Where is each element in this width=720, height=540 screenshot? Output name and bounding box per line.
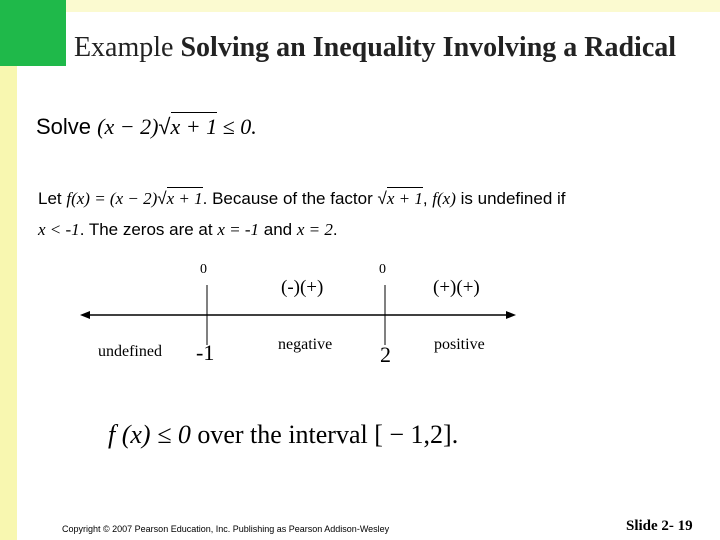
interval-label-undefined: undefined [98,343,162,360]
interval-label-positive: positive [434,336,485,353]
tick-label-minus-one: -1 [196,340,215,365]
number-line-arrow-left [80,311,90,319]
slide-title: Example Solving an Inequality Involving a Radical [73,32,677,63]
conclusion-statement: f (x) ≤ 0 over the interval [ − 1,2]. [108,420,459,449]
sign-label-right: (+)(+) [433,277,480,298]
slide-number: Slide 2- 19 [626,518,693,534]
zero-label-right: 0 [379,262,386,277]
zero-label-left: 0 [200,262,207,277]
number-line-arrow-right [506,311,516,319]
copyright-notice: Copyright © 2007 Pearson Education, Inc. Publishing as Pearson Addison-Wesley [62,524,390,534]
interval-label-negative: negative [278,336,333,353]
problem-statement: Solve (x − 2)√x + 1 ≤ 0. [36,114,257,139]
explanation-line-2: x < -1. The zeros are at x = -1 and x = 2. [38,220,338,239]
tick-label-two: 2 [380,342,391,367]
explanation-line-1: Let f(x) = (x − 2)√x + 1. Because of the factor √x + 1, f(x) is undefined if [38,189,566,208]
sign-label-middle: (-)(+) [281,277,324,298]
